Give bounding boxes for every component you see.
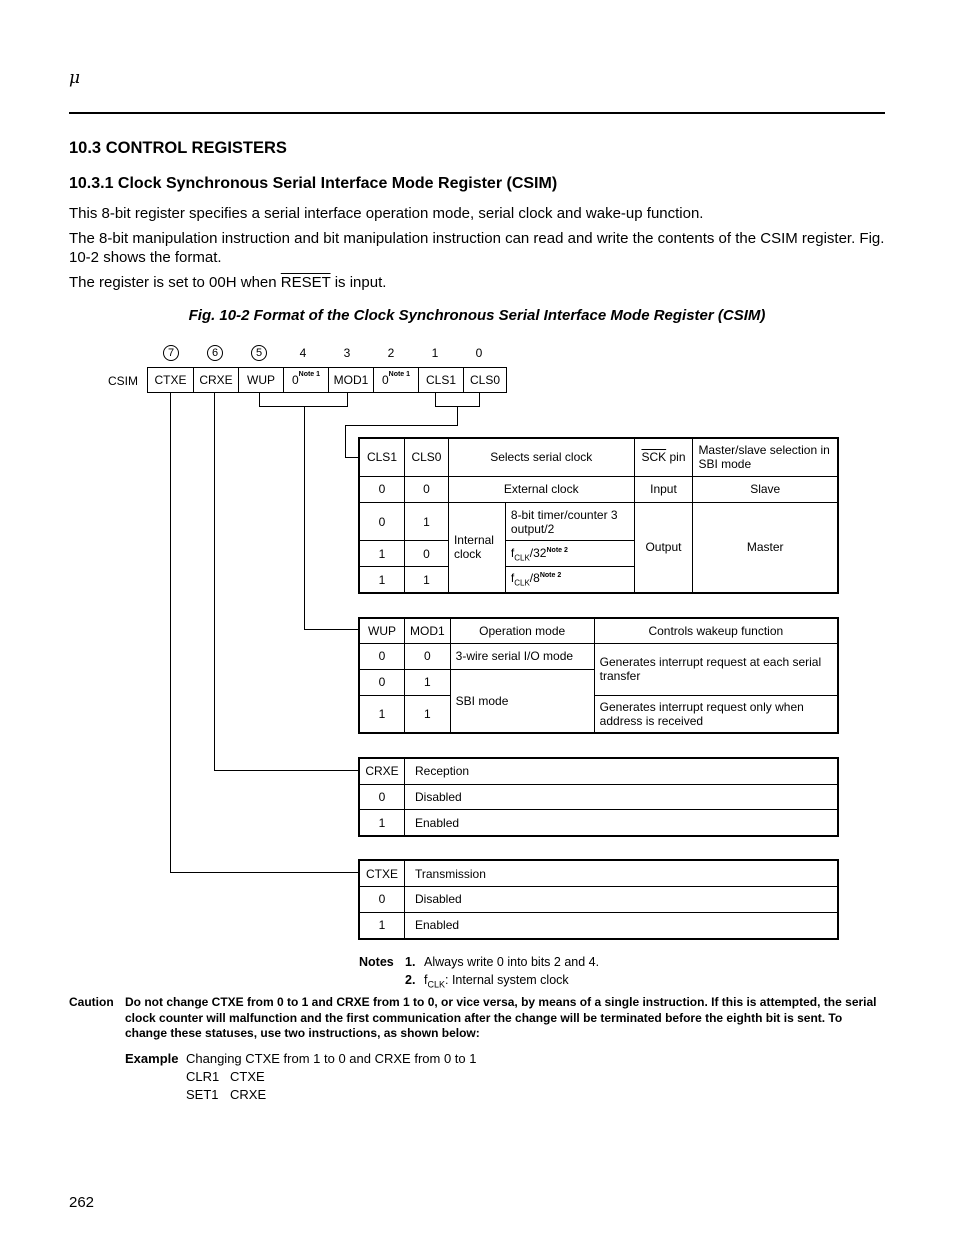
paragraph-2: The 8-bit manipulation instruction and bit manipulation instruction can read and write the contents of the CSIM register. Fig. 10-2 shows the format. (69, 230, 885, 266)
cell: 1 (359, 912, 405, 939)
f-symbol: f (510, 545, 515, 560)
cell-3wire-mode: 3-wire serial I/O mode (450, 643, 594, 669)
header-rule (69, 112, 885, 114)
caution (69, 995, 885, 1042)
bit-3-number: 3 (343, 346, 351, 360)
register-name: CSIM (108, 374, 138, 388)
cell-timer-output: 8-bit timer/counter 3 output/2 (505, 502, 634, 540)
example (125, 1050, 476, 1104)
sck-signal: $\overline{SCK}$ (641, 450, 667, 465)
cell-internal-clock: Internal clock (448, 502, 505, 593)
header-cls1: CLS1 (359, 438, 404, 476)
header-selects-clock: Selects serial clock (448, 438, 634, 476)
divisor: /8 (529, 571, 540, 586)
cell-fclk-8 (505, 567, 634, 593)
cell: 0 (359, 476, 404, 502)
notes (359, 953, 599, 994)
cell: 1 (405, 695, 451, 733)
bit-4-number: 4 (299, 346, 307, 360)
connector (304, 629, 358, 630)
bit-4-cell (284, 368, 329, 392)
cell-fclk-32 (505, 541, 634, 567)
note-ref: Note 2 (539, 572, 562, 580)
connector (170, 872, 358, 873)
cell-disabled: Disabled (405, 887, 839, 913)
cell: 0 (359, 502, 404, 540)
paragraph-3 (69, 273, 889, 292)
cell-wakeup-address: Generates interrupt request only when address is received (594, 695, 838, 733)
connector (214, 770, 358, 771)
cell: 1 (405, 669, 451, 695)
cell-external-clock: External clock (448, 476, 634, 502)
code-op-2: SET1 (186, 1087, 219, 1102)
cell-enabled: Enabled (405, 810, 839, 836)
cell-wakeup-each-transfer: Generates interrupt request at each serial transfer (594, 643, 838, 695)
connector (304, 406, 305, 630)
code-op-1: CLR1 (186, 1069, 220, 1084)
reset-signal: RESET (280, 274, 331, 291)
bit-cls0: CLS0 (469, 373, 501, 387)
connector (170, 393, 171, 873)
cell: 1 (404, 502, 448, 540)
bit-2-cell (374, 368, 419, 392)
note-1-number: 1. (405, 955, 416, 969)
cell: 0 (359, 643, 405, 669)
connector (435, 393, 436, 407)
bit-2-note: Note 1 (388, 371, 411, 378)
note-ref: Note 2 (546, 546, 568, 554)
cell-disabled: Disabled (405, 784, 839, 810)
cell-output: Output (634, 502, 693, 593)
bit-7-number: 7 (163, 345, 179, 361)
clock-select-table (358, 437, 839, 594)
paragraph-3-end: is input. (334, 274, 387, 291)
bit-cls1: CLS1 (419, 368, 464, 392)
connector (479, 393, 480, 407)
notes-label: Notes (359, 955, 394, 969)
bit-2-number: 2 (387, 346, 395, 360)
note-2-desc: : Internal system clock (445, 973, 569, 987)
bit-0-number: 0 (475, 346, 483, 360)
connector (457, 406, 458, 426)
bit-mod1: MOD1 (329, 368, 374, 392)
cell: 1 (359, 810, 405, 836)
bit-6-number: 6 (207, 345, 223, 361)
caution-label: Caution (69, 995, 114, 1009)
cell: 0 (359, 669, 405, 695)
bit-5-number: 5 (251, 345, 267, 361)
cell: 1 (359, 695, 405, 733)
header-operation-mode: Operation mode (450, 618, 594, 643)
example-label: Example (125, 1051, 179, 1066)
subsection-title: 10.3.1 Clock Synchronous Serial Interface Mode Register (CSIM) (69, 175, 558, 192)
cell-slave: Slave (693, 476, 838, 502)
pin-label: pin (669, 450, 686, 465)
clk-subscript: CLK (427, 979, 445, 990)
cell: 0 (404, 541, 448, 567)
header-wup: WUP (359, 618, 405, 643)
bit-4-value: 0 (291, 373, 299, 387)
figure-title: Fig. 10-2 Format of the Clock Synchronous Serial Interface Mode Register (CSIM) (188, 307, 766, 324)
connector (214, 393, 215, 771)
operation-mode-table (358, 617, 839, 734)
bit-ctxe: CTXE (148, 368, 194, 392)
header-sck-pin (634, 438, 693, 476)
register-bitfield (147, 367, 507, 393)
example-desc: Changing CTXE from 1 to 0 and CRXE from 0 to 1 (186, 1051, 477, 1066)
cell: 1 (359, 567, 404, 593)
code-arg-2: CRXE (230, 1087, 267, 1102)
cell: 0 (359, 887, 405, 913)
note-2-number: 2. (405, 973, 416, 987)
cell-sbi-mode: SBI mode (450, 669, 594, 733)
header-mu: μ (69, 68, 81, 88)
section-title: 10.3 CONTROL REGISTERS (69, 139, 287, 157)
crxe-table (358, 757, 839, 837)
connector (347, 393, 348, 407)
header-cls0: CLS0 (404, 438, 448, 476)
connector (345, 457, 358, 458)
cell: 0 (359, 784, 405, 810)
note-2-text (424, 971, 569, 994)
cell: 1 (404, 567, 448, 593)
paragraph-3-start: The register is set to 00H when (69, 274, 277, 291)
f-symbol: f (510, 571, 515, 586)
cell-enabled: Enabled (405, 912, 839, 939)
header-ctxe: CTXE (359, 860, 405, 887)
bit-2-value: 0 (381, 373, 389, 387)
header-transmission: Transmission (405, 860, 839, 887)
clk-subscript: CLK (514, 578, 530, 588)
cell-master: Master (693, 502, 838, 593)
connector (345, 425, 346, 458)
paragraph-1: This 8-bit register specifies a serial interface operation mode, serial clock and wake-up function. (69, 205, 704, 222)
cell-input: Input (634, 476, 693, 502)
bit-crxe: CRXE (194, 368, 239, 392)
f-symbol: f (424, 973, 428, 987)
bit-1-number: 1 (431, 346, 439, 360)
caution-text: Do not change CTXE from 0 to 1 and CRXE from 1 to 0, or vice versa, by means of a single instruction. If this is attempted, the serial clock counter will malfunction and the first communication after the change will be terminated before the eighth bit is sent. To change these statuses, use two instructions, as shown below: (125, 995, 877, 1040)
cell: 0 (404, 476, 448, 502)
connector (259, 393, 260, 407)
header-reception: Reception (405, 758, 839, 784)
page-number: 262 (69, 1194, 95, 1211)
header-crxe: CRXE (359, 758, 405, 784)
bit-wup: WUP (239, 368, 284, 392)
ctxe-table (358, 859, 839, 940)
header-mod1: MOD1 (405, 618, 451, 643)
divisor: /32 (529, 545, 547, 560)
header-master-slave: Master/slave selection in SBI mode (693, 438, 838, 476)
header-wakeup: Controls wakeup function (594, 618, 838, 643)
clk-subscript: CLK (514, 552, 530, 562)
cell: 0 (405, 643, 451, 669)
connector (345, 425, 458, 426)
code-arg-1: CTXE (230, 1069, 265, 1084)
cell: 1 (359, 541, 404, 567)
bit-4-note: Note 1 (298, 371, 321, 378)
note-1-text: Always write 0 into bits 2 and 4. (424, 955, 600, 969)
